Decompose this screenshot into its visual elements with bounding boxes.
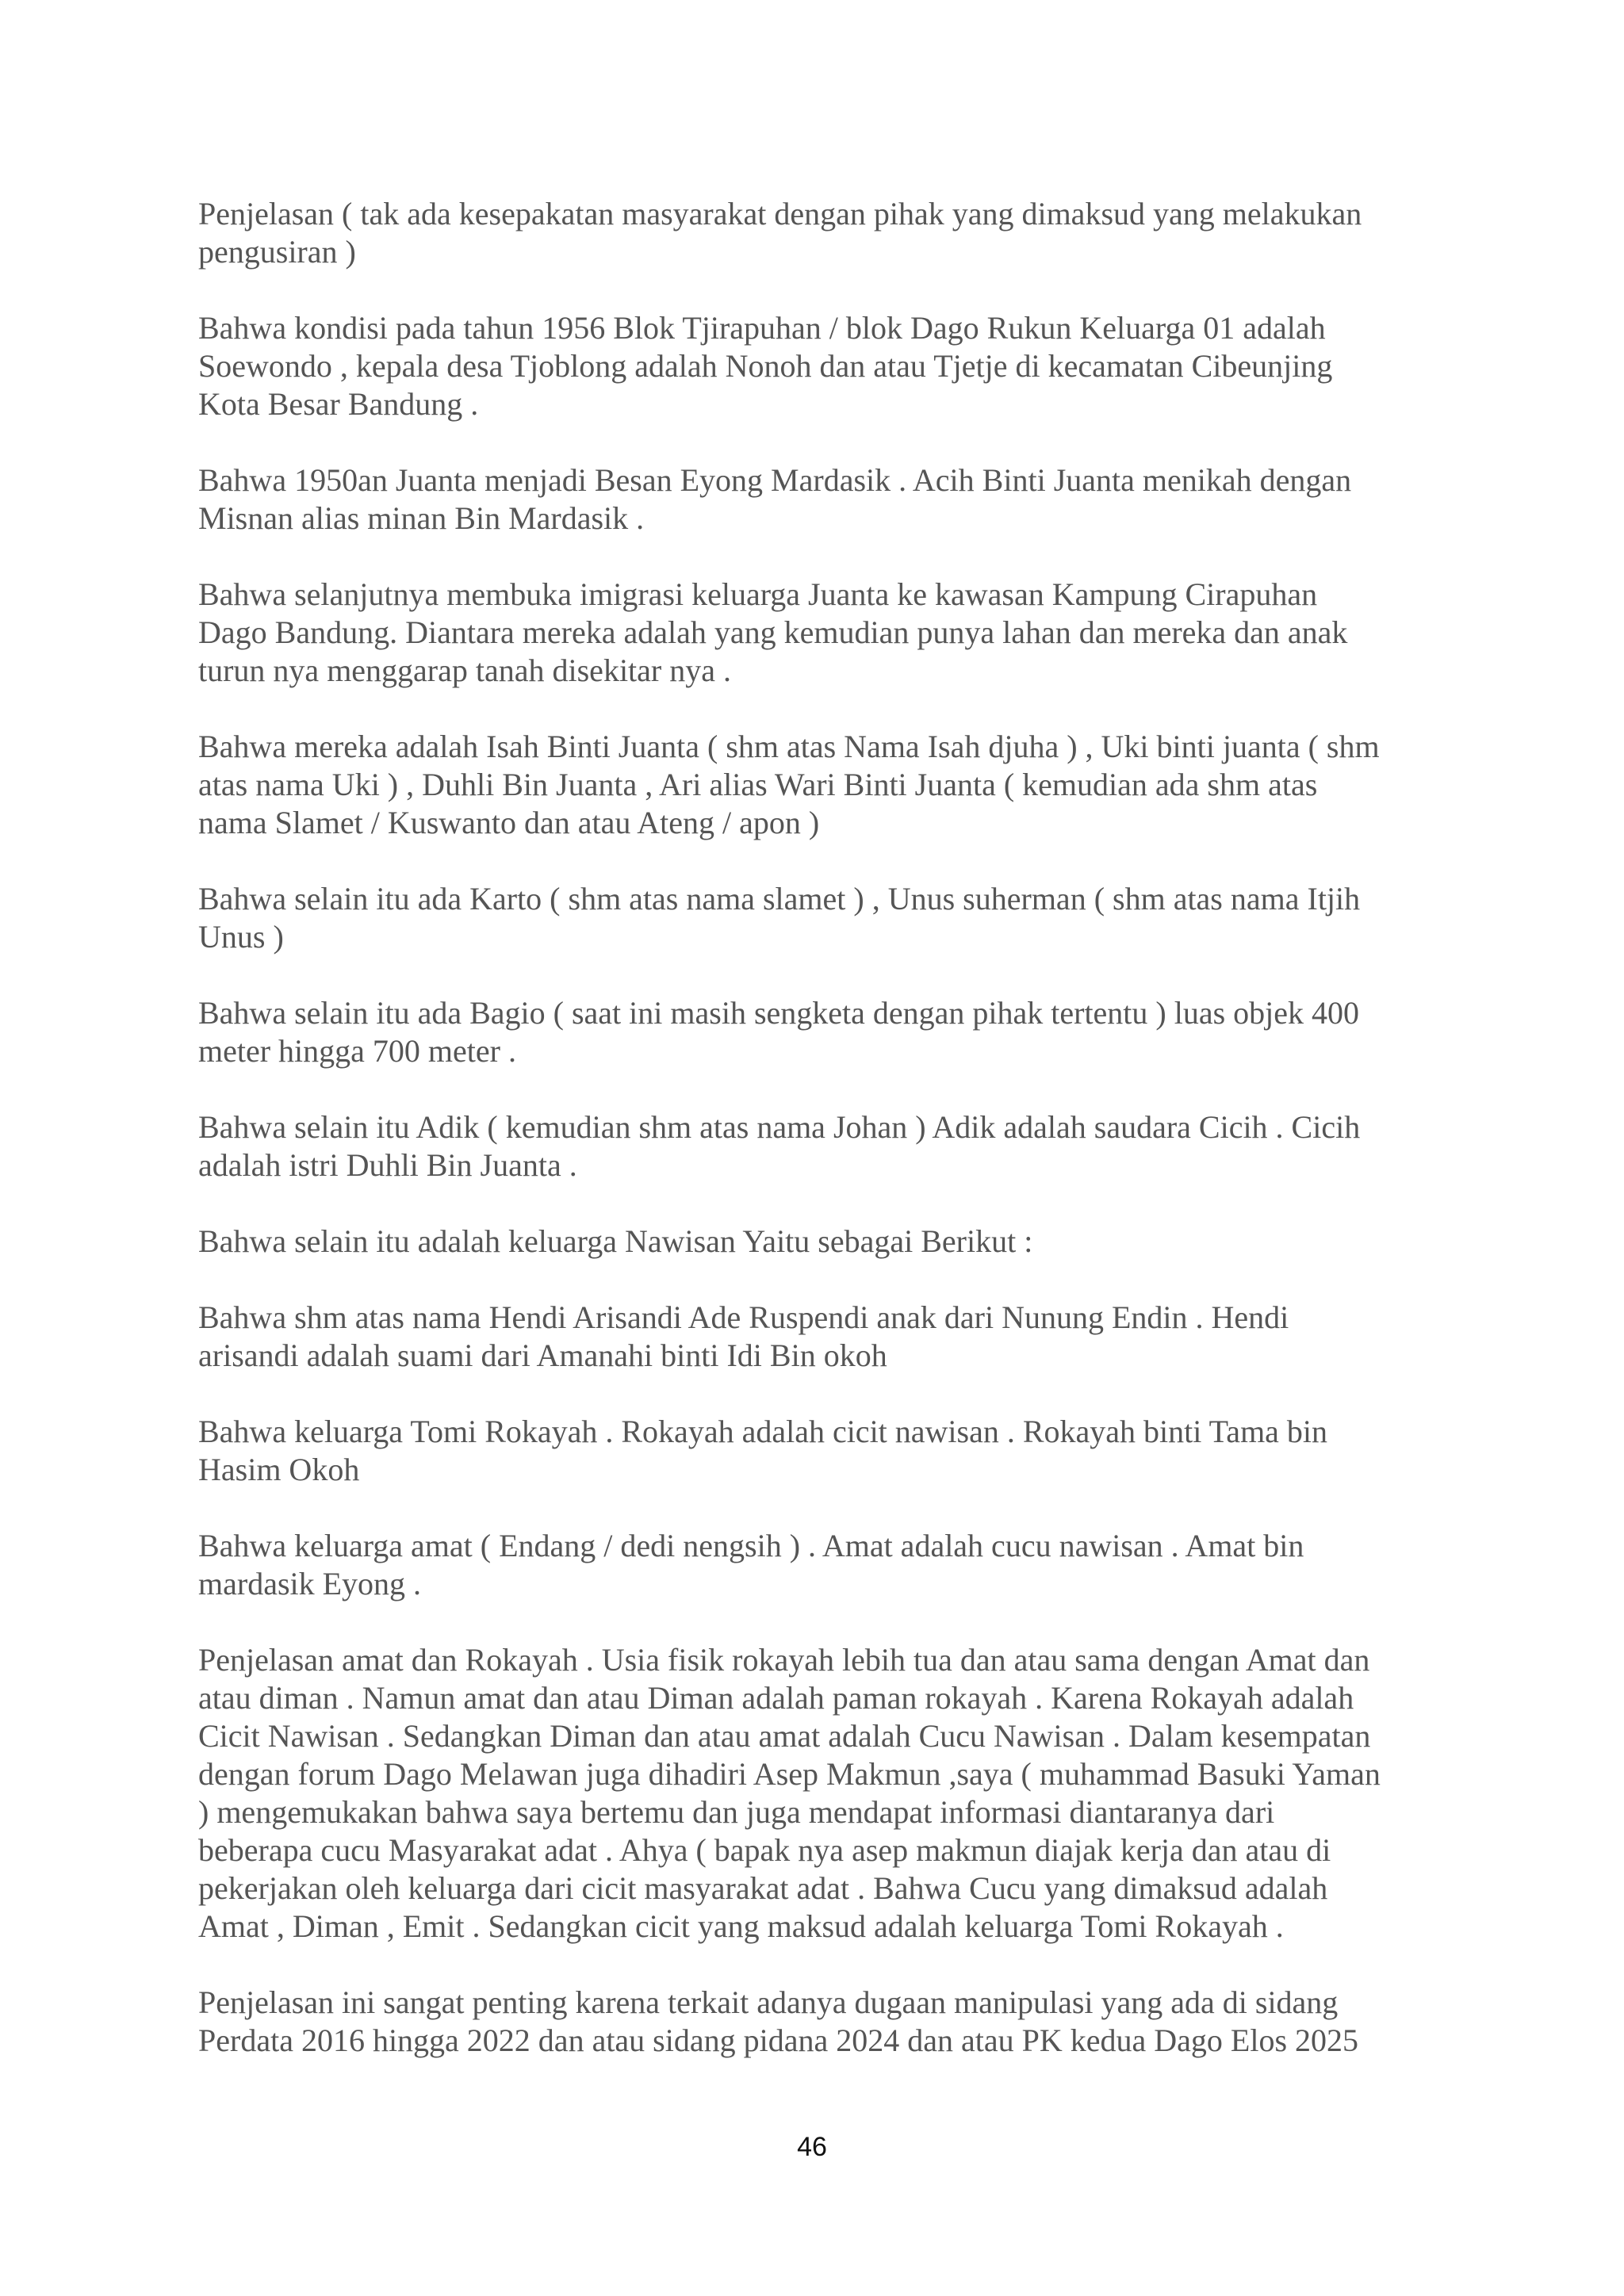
page-body bbox=[198, 195, 1451, 2098]
paragraph-karto-unus: Bahwa selain itu ada Karto ( shm atas nama slamet ) , Unus suherman ( shm atas nama Itjih Unus ) bbox=[198, 881, 1361, 955]
paragraph-juanta-besan: Bahwa 1950an Juanta menjadi Besan Eyong Mardasik . Acih Binti Juanta menikah dengan Misnan alias minan Bin Mardasik . bbox=[198, 462, 1352, 536]
paragraph-adik-johan: Bahwa selain itu Adik ( kemudian shm atas nama Johan ) Adik adalah saudara Cicih . Cicih adalah istri Duhli Bin Juanta . bbox=[198, 1109, 1361, 1183]
paragraph-imigrasi-juanta: Bahwa selanjutnya membuka imigrasi keluarga Juanta ke kawasan Kampung Cirapuhan Dago Bandung. Diantara mereka adalah yang kemudian punya lahan dan mereka dan anak turun nya menggarap tanah disekitar nya . bbox=[198, 576, 1348, 688]
paragraph-keluarga-nawisan: Bahwa selain itu adalah keluarga Nawisan Yaitu sebagai Berikut : bbox=[198, 1223, 1033, 1259]
paragraph-tomi-rokayah: Bahwa keluarga Tomi Rokayah . Rokayah adalah cicit nawisan . Rokayah binti Tama bin Hasim Okoh bbox=[198, 1414, 1328, 1487]
paragraph-bagio: Bahwa selain itu ada Bagio ( saat ini masih sengketa dengan pihak tertentu ) luas objek 400 meter hingga 700 meter . bbox=[198, 995, 1360, 1069]
paragraph-keluarga-amat: Bahwa keluarga amat ( Endang / dedi nengsih ) . Amat adalah cucu nawisan . Amat bin mardasik Eyong . bbox=[198, 1528, 1304, 1601]
paragraph-keluarga-juanta: Bahwa mereka adalah Isah Binti Juanta ( shm atas Nama Isah djuha ) , Uki binti juanta ( shm atas nama Uki ) , Duhli Bin Juanta , Ari alias Wari Binti Juanta ( kemudian ada shm atas nama Slamet / Kuswanto dan atau Ateng / apon ) bbox=[198, 729, 1380, 840]
paragraph-hendi-arisandi: Bahwa shm atas nama Hendi Arisandi Ade Ruspendi anak dari Nunung Endin . Hendi arisandi adalah suami dari Amanahi binti Idi Bin okoh bbox=[198, 1299, 1289, 1373]
page-number: 46 bbox=[797, 2132, 827, 2162]
paragraph-penjelasan-pengusiran: Penjelasan ( tak ada kesepakatan masyarakat dengan pihak yang dimaksud yang melakukan pengusiran ) bbox=[198, 196, 1362, 270]
paragraph-penjelasan-penting: Penjelasan ini sangat penting karena terkait adanya dugaan manipulasi yang ada di sidang Perdata 2016 hingga 2022 dan atau sidang pidana 2024 dan atau PK kedua Dago Elos 2025 bbox=[198, 1984, 1359, 2058]
paragraph-penjelasan-amat-rokayah: Penjelasan amat dan Rokayah . Usia fisik rokayah lebih tua dan atau sama dengan Amat dan atau diman . Namun amat dan atau Diman adalah paman rokayah . Karena Rokayah adalah Cicit Nawisan . Sedangkan Diman dan atau amat adalah Cucu Nawisan . Dalam kesempatan dengan forum Dago Melawan juga dihadiri Asep Makmun ,saya ( muhammad Basuki Yaman ) mengemukakan bahwa saya bertemu dan juga mendapat informasi diantaranya dari beberapa cucu Masyarakat adat . Ahya ( bapak nya asep makmun diajak kerja dan atau di pekerjakan oleh keluarga dari cicit masyarakat adat . Bahwa Cucu yang dimaksud adalah Amat , Diman , Emit . Sedangkan cicit yang maksud adalah keluarga Tomi Rokayah . bbox=[198, 1642, 1381, 1944]
paragraph-kondisi-1956: Bahwa kondisi pada tahun 1956 Blok Tjirapuhan / blok Dago Rukun Keluarga 01 adalah Soewondo , kepala desa Tjoblong adalah Nonoh dan atau Tjetje di kecamatan Cibeunjing Kota Besar Bandung . bbox=[198, 310, 1333, 422]
